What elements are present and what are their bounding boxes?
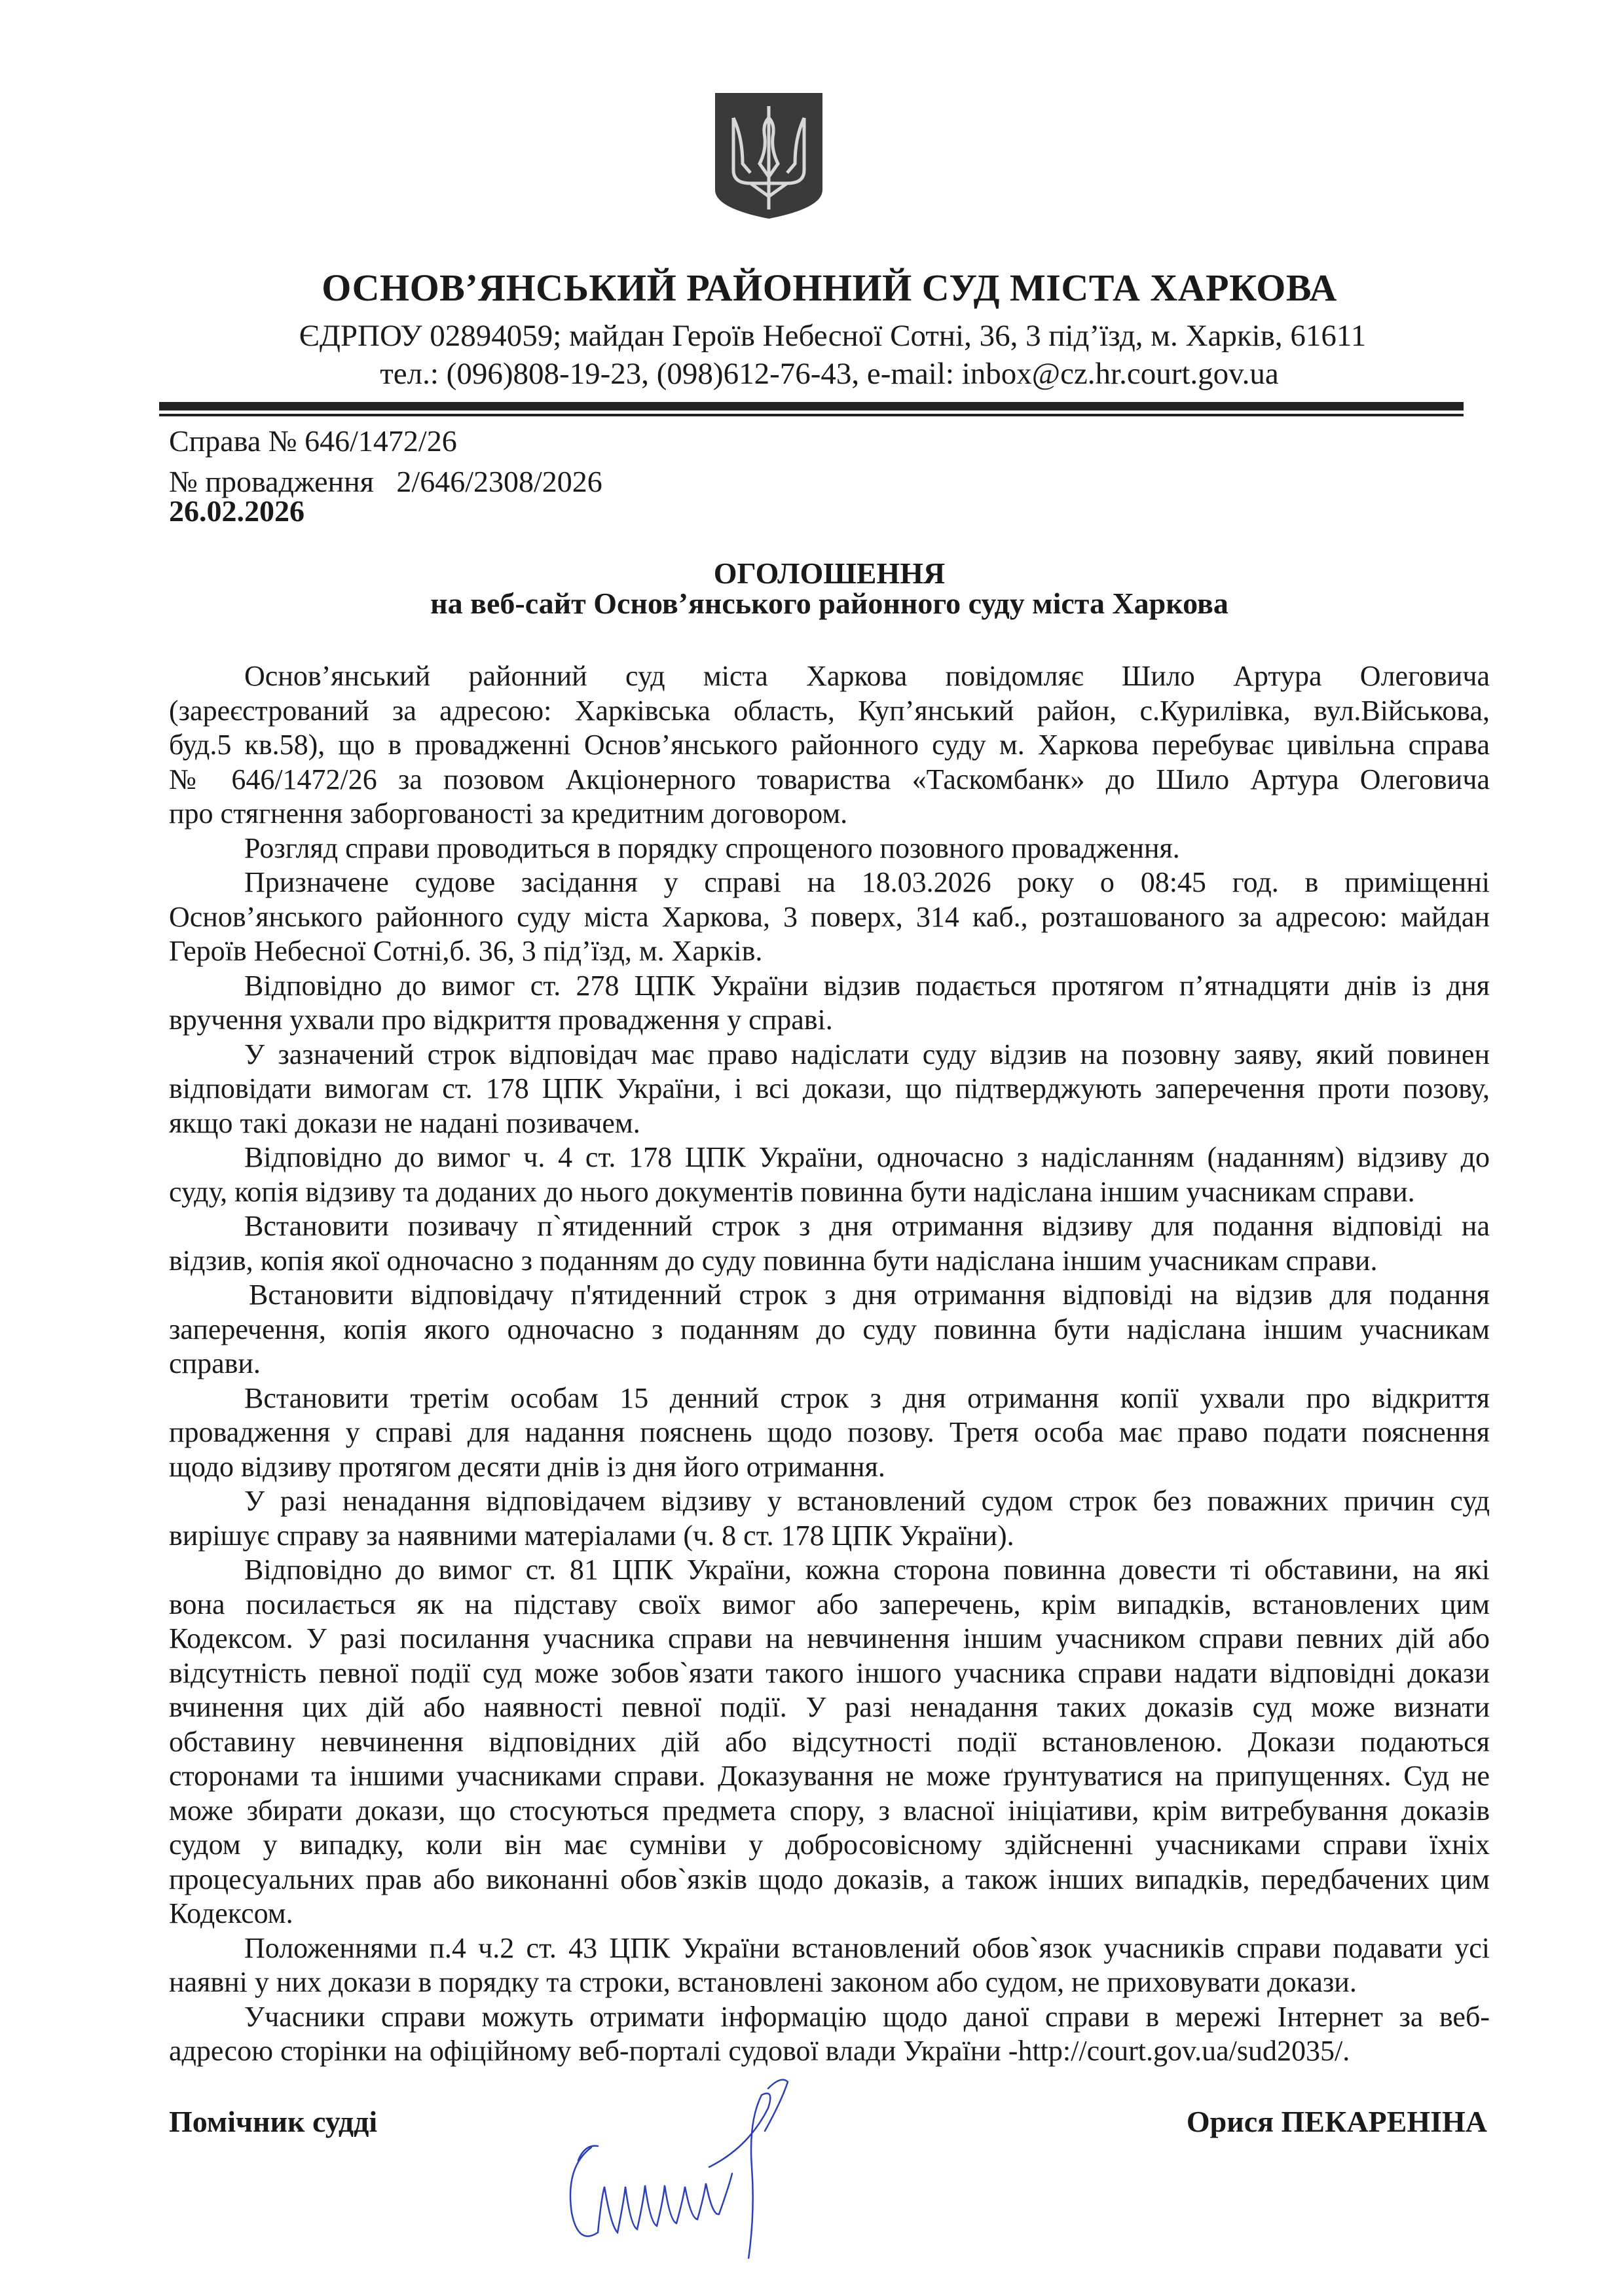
announcement-subheading: на веб-сайт Основ’янського районного суду міста Харкова xyxy=(430,587,1228,620)
paragraph xyxy=(169,1209,1490,1278)
header-divider-thin xyxy=(159,414,1464,416)
paragraph xyxy=(169,969,1490,1038)
paragraph xyxy=(169,1931,1490,2000)
signer-name: Орися ПЕКАРЕНІНА xyxy=(1186,2105,1487,2138)
paragraph-line: справи. xyxy=(169,1347,261,1379)
paragraph xyxy=(169,1278,1490,1381)
paragraph-line: № 646/1472/26 за позовом Акціонерного товариства «Таскомбанк» до Шило Артура Олеговича xyxy=(169,763,1490,795)
paragraph-line: У зазначений строк відповідач має право надіслати суду відзив на позовну заяву, який повинен xyxy=(244,1038,1490,1070)
paragraph xyxy=(169,1381,1490,1485)
paragraph xyxy=(169,659,1490,831)
paragraph-line: про стягнення заборгованості за кредитним договором. xyxy=(169,797,848,829)
announcement-body xyxy=(169,659,1490,2069)
paragraph xyxy=(169,831,1490,866)
paragraph-line: Призначене судове засідання у справі на 18.03.2026 року о 08:45 год. в приміщенні xyxy=(244,866,1490,898)
paragraph xyxy=(169,1484,1490,1553)
paragraph xyxy=(169,2000,1490,2069)
paragraph-line: Встановити відповідачу п'ятиденний строк з дня отримання відповіді на відзив для подання xyxy=(249,1279,1490,1311)
paragraph-line: буд.5 кв.58), що в провадженні Основ’янського районного суду м. Харкова перебуває цивільна справа xyxy=(169,729,1490,761)
court-contacts: тел.: (096)808-19-23, (098)612-76-43, e-mail: inbox@cz.hr.court.gov.ua xyxy=(380,357,1279,391)
paragraph-line: суду, копія відзиву та доданих до нього документів повинна бути надіслана іншим учасникам справи. xyxy=(169,1175,1415,1208)
paragraph-line: Встановити третім особам 15 денний строк з дня отримання копії ухвали про відкриття xyxy=(244,1381,1490,1414)
paragraph-line: наявні у них докази в порядку та строки, встановлені законом або судом, не приховувати докази. xyxy=(169,1966,1357,1998)
paragraph-line: провадження у справі для надання пояснень щодо позову. Третя особа має право подати пояснення xyxy=(169,1416,1490,1448)
paragraph-line: відсутність певної події суд може зобов`язати такого іншого учасника справи надати відповідні докази xyxy=(169,1656,1490,1689)
case-number: Справа № 646/1472/26 xyxy=(169,424,457,458)
paragraph-line: Розгляд справи проводиться в порядку спрощеного позовного провадження. xyxy=(244,831,1180,864)
paragraph-line: Основ’янський районний суд міста Харкова повідомляє Шило Артура Олеговича xyxy=(244,660,1490,692)
paragraph-line: судом у випадку, коли він має сумніви у добросовісному здійсненні учасниками справи їхніх xyxy=(169,1829,1490,1861)
paragraph-line: У разі ненадання відповідачем відзиву у встановлений судом строк без поважних причин суд xyxy=(244,1485,1490,1517)
paragraph-line: Відповідно до вимог ст. 81 ЦПК України, кожна сторона повинна довести ті обставини, на які xyxy=(244,1554,1490,1586)
paragraph-line: вона посилається як на підставу своїх вимог або заперечень, крім випадків, встановлених цим xyxy=(169,1588,1490,1620)
paragraph-line: відзив, копія якої одночасно з поданням до суду повинна бути надіслана іншим учасникам справи. xyxy=(169,1244,1378,1277)
paragraph xyxy=(169,1038,1490,1141)
paragraph-line: адресою сторінки на офіційному веб-порталі судової влади України -http://court.gov.ua/sud2035/. xyxy=(169,2035,1350,2067)
paragraph-line: вручення ухвали про відкриття провадження у справі. xyxy=(169,1004,833,1036)
paragraph xyxy=(169,866,1490,969)
paragraph-line: Встановити позивачу п`ятиденний строк з дня отримання відзиву для подання відповіді на xyxy=(244,1210,1490,1242)
paragraph-line: процесуальних прав або виконанні обов`язків щодо доказів, а також інших випадків, передбачених цим xyxy=(169,1863,1490,1895)
paragraph-line: сторонами та іншими учасниками справи. Доказування не може ґрунтуватися на припущеннях. Суд не xyxy=(169,1760,1490,1792)
paragraph-line: щодо відзиву протягом десяти днів із дня його отримання. xyxy=(169,1450,885,1483)
court-name: ОСНОВ’ЯНСЬКИЙ РАЙОННИЙ СУД МІСТА ХАРКОВА xyxy=(322,266,1337,309)
paragraph-line: відповідати вимогам ст. 178 ЦПК України, і всі докази, що підтверджують заперечення проти позову, xyxy=(169,1072,1490,1104)
coat-of-arms-trident-icon xyxy=(714,92,824,220)
paragraph-line: вчинення цих дій або наявності певної події. У разі ненадання таких доказів суд може визнати xyxy=(169,1691,1490,1723)
paragraph xyxy=(169,1553,1490,1931)
court-address: ЄДРПОУ 02894059; майдан Героїв Небесної Сотні, 36, 3 під’їзд, м. Харків, 61611 xyxy=(299,319,1367,353)
paragraph-line: Положеннями п.4 ч.2 ст. 43 ЦПК України встановлений обов`язок учасників справи подавати усі xyxy=(244,1931,1490,1964)
paragraph xyxy=(169,1140,1490,1209)
paragraph-line: Героїв Небесної Сотні,б. 36, 3 під’їзд, м. Харків. xyxy=(169,935,763,967)
paragraph-line: Кодексом. xyxy=(169,1897,293,1929)
handwritten-signature xyxy=(552,2069,886,2259)
document-date: 26.02.2026 xyxy=(169,494,304,528)
paragraph-line: може збирати докази, що стосуються предмета спору, з власної ініціативи, крім витребування доказів xyxy=(169,1794,1490,1827)
paragraph-line: (зареєстрований за адресою: Харківська область, Куп’янський район, с.Курилівка, вул.Військова, xyxy=(169,694,1490,727)
paragraph-line: Кодексом. У разі посилання учасника справи на невчинення іншим учасником справи певних дій або xyxy=(169,1622,1490,1654)
paragraph-line: обставину невчинення відповідних дій або відсутності події встановленою. Докази подаються xyxy=(169,1725,1490,1758)
paragraph-line: заперечення, копія якого одночасно з поданням до суду повинна бути надіслана іншим учасникам xyxy=(169,1313,1490,1345)
paragraph-line: Відповідно до вимог ч. 4 ст. 178 ЦПК України, одночасно з надісланням (наданням) відзиву до xyxy=(244,1141,1490,1173)
proceeding-number: № провадження 2/646/2308/2026 xyxy=(169,465,602,498)
paragraph-line: Основ’янського районного суду міста Харкова, 3 поверх, 314 каб., розташованого за адресою: майдан xyxy=(169,900,1490,933)
paragraph-line: якщо такі докази не надані позивачем. xyxy=(169,1106,640,1139)
announcement-heading: ОГОЛОШЕННЯ xyxy=(713,556,946,590)
paragraph-line: Учасники справи можуть отримати інформацію щодо даної справи в мережі Інтернет за веб- xyxy=(244,2000,1490,2033)
signer-position: Помічник судді xyxy=(169,2105,378,2138)
header-divider-thick xyxy=(159,402,1464,410)
paragraph-line: Відповідно до вимог ст. 278 ЦПК України відзив подається протягом п’ятнадцяти днів із дня xyxy=(244,969,1490,1002)
paragraph-line: вирішує справу за наявними матеріалами (ч. 8 ст. 178 ЦПК України). xyxy=(169,1519,1014,1552)
